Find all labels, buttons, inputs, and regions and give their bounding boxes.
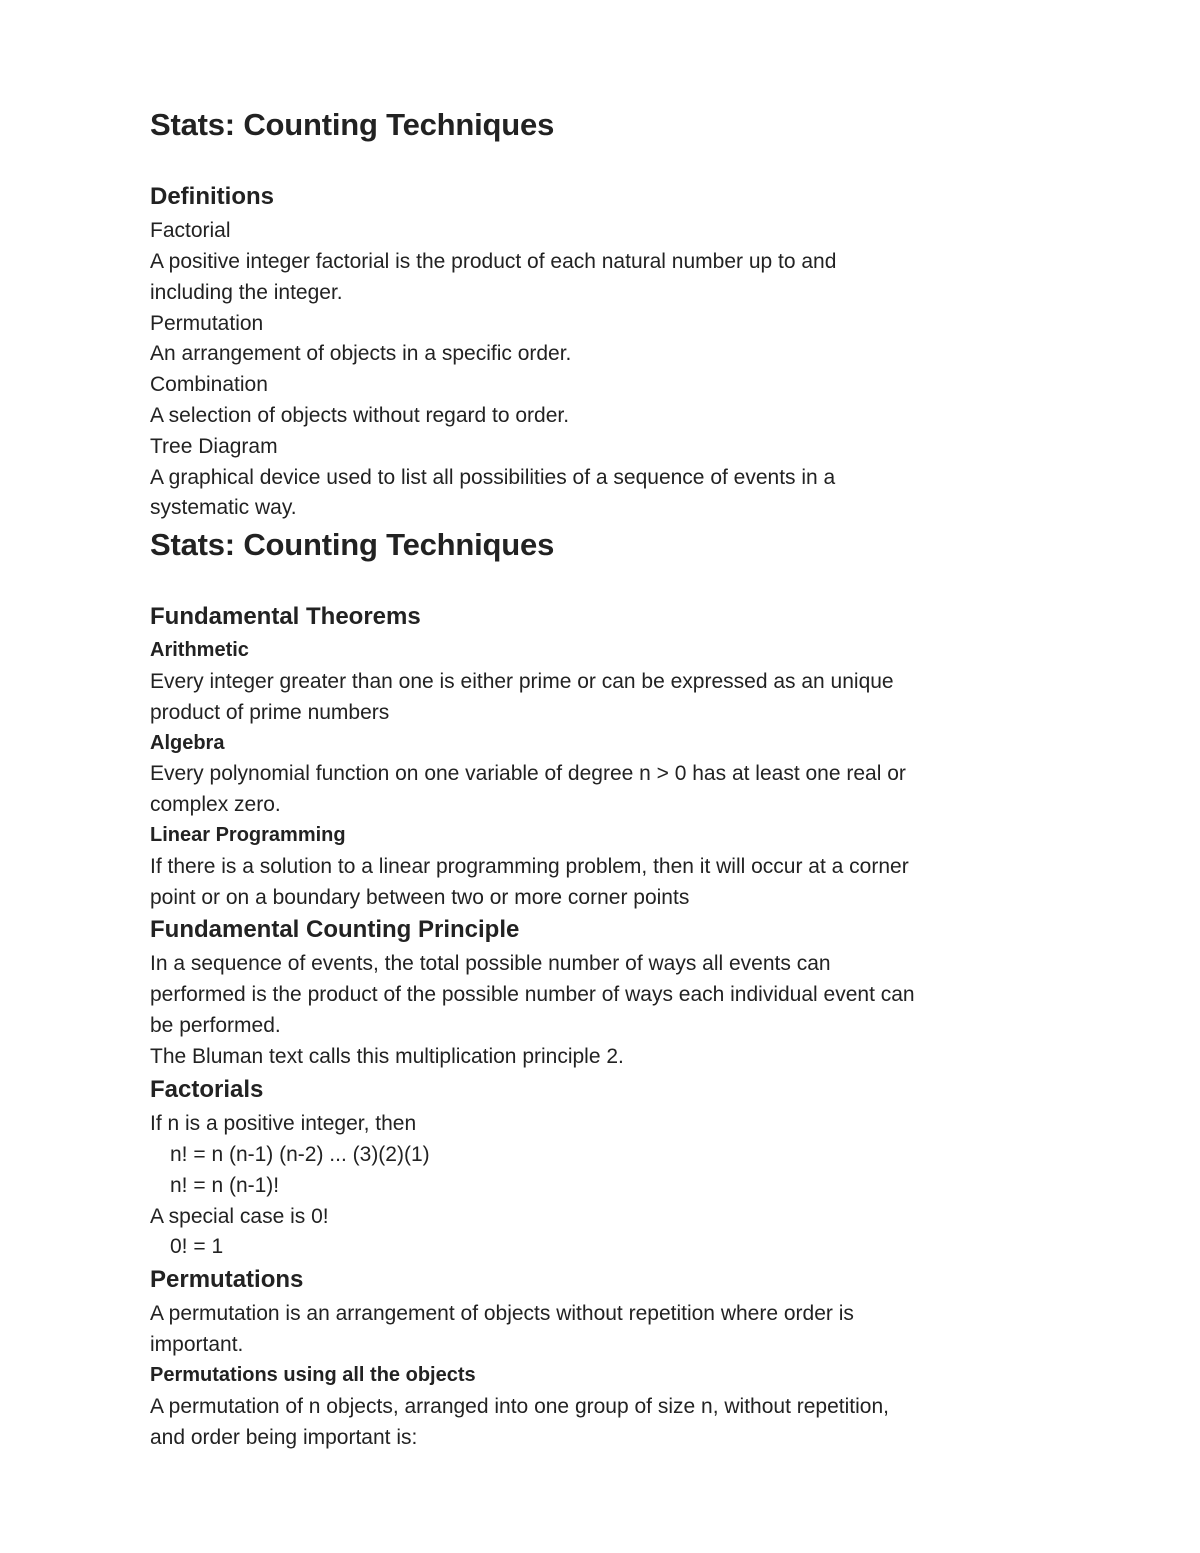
factorials-text: If n is a positive integer, then (150, 1112, 417, 1135)
fcp-text: be performed. (150, 1014, 281, 1037)
fcp-text: In a sequence of events, the total possible number of ways all events can (150, 952, 831, 975)
theorem-text: complex zero. (150, 793, 281, 816)
theorem-text: product of prime numbers (150, 701, 390, 724)
page-title: Stats: Counting Techniques (150, 107, 555, 142)
formula: 0! = 1 (170, 1235, 224, 1258)
page-title: Stats: Counting Techniques (150, 527, 555, 562)
formula: n! = n (n-1) (n-2) ... (3)(2)(1) (170, 1143, 430, 1166)
term-factorial: Factorial (150, 219, 231, 242)
factorials-heading: Factorials (150, 1076, 264, 1103)
linear-programming-label: Linear Programming (150, 824, 346, 846)
arithmetic-label: Arithmetic (150, 639, 249, 661)
term-tree-diagram: Tree Diagram (150, 435, 278, 458)
definition-text: systematic way. (150, 496, 297, 519)
permutations-all-objects-label: Permutations using all the objects (150, 1364, 476, 1386)
fundamental-theorems-heading: Fundamental Theorems (150, 603, 421, 630)
theorem-text: Every integer greater than one is either prime or can be expressed as an unique (150, 670, 894, 693)
permutations-text: and order being important is: (150, 1426, 418, 1449)
term-combination: Combination (150, 373, 268, 396)
definitions-heading: Definitions (150, 183, 274, 210)
definition-text: A graphical device used to list all possibilities of a sequence of events in a (150, 466, 836, 489)
permutations-text: A permutation of n objects, arranged into one group of size n, without repetition, (150, 1395, 889, 1418)
definition-text: including the integer. (150, 281, 343, 304)
fcp-heading: Fundamental Counting Principle (150, 916, 520, 943)
term-permutation: Permutation (150, 312, 264, 335)
definition-text: An arrangement of objects in a specific order. (150, 342, 572, 365)
permutations-text: A permutation is an arrangement of objects without repetition where order is (150, 1302, 854, 1325)
theorem-text: point or on a boundary between two or more corner points (150, 886, 690, 909)
formula: n! = n (n-1)! (170, 1174, 280, 1197)
factorials-text: A special case is 0! (150, 1205, 329, 1228)
permutations-text: important. (150, 1333, 244, 1356)
theorem-text: Every polynomial function on one variable of degree n > 0 has at least one real or (150, 762, 906, 785)
definition-text: A positive integer factorial is the product of each natural number up to and (150, 250, 837, 273)
fcp-text: The Bluman text calls this multiplication principle 2. (150, 1045, 624, 1068)
fcp-text: performed is the product of the possible number of ways each individual event can (150, 983, 915, 1006)
permutations-heading: Permutations (150, 1266, 304, 1293)
theorem-text: If there is a solution to a linear programming problem, then it will occur at a corner (150, 855, 909, 878)
definition-text: A selection of objects without regard to order. (150, 404, 570, 427)
algebra-label: Algebra (150, 732, 225, 754)
